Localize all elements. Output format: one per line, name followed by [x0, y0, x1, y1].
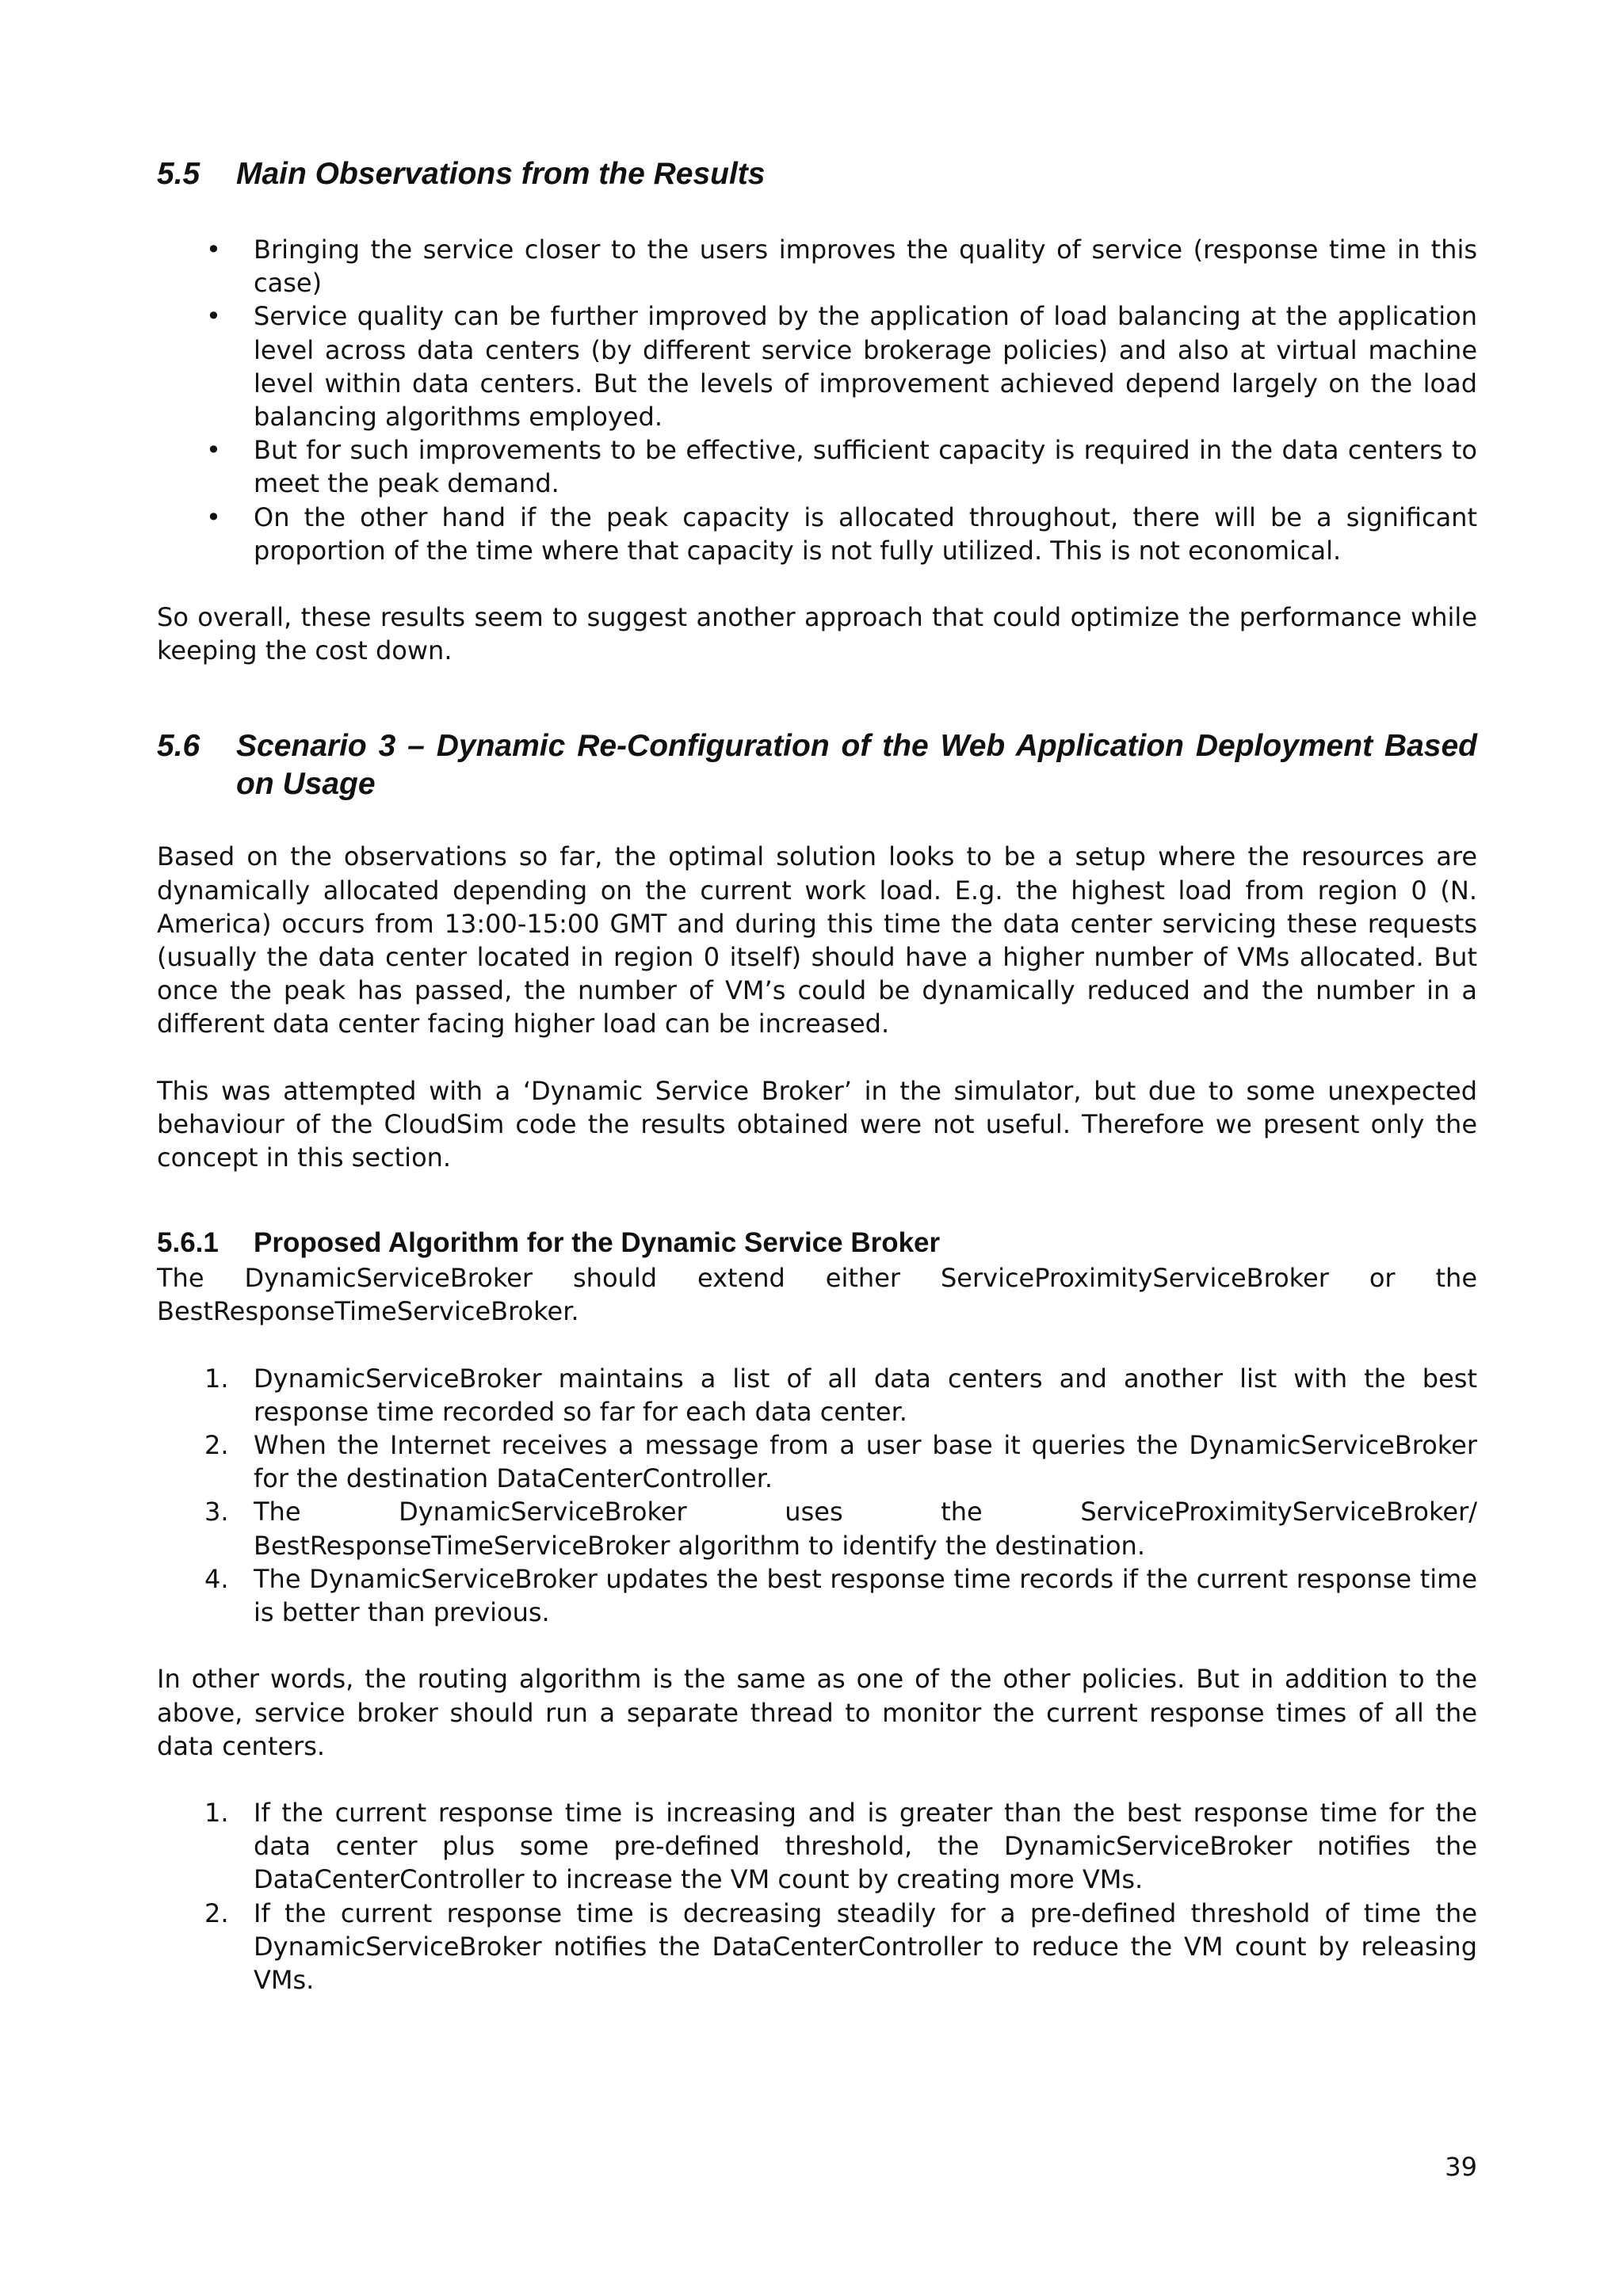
observations-list	[157, 233, 1477, 567]
section-title: Main Observations from the Results	[236, 157, 766, 191]
bullet-icon: •	[206, 235, 221, 265]
list-item: 4. The DynamicServiceBroker updates the best response time records if the current response time is better than previous.	[204, 1563, 1477, 1628]
summary-paragraph: So overall, these results seem to suggest another approach that could optimize the performance while keeping the cost down.	[157, 602, 1477, 666]
section-5-6-1-heading	[157, 1226, 1477, 1260]
list-item: 2. If the current response time is decreasing steadily for a pre-defined threshold of time the DynamicServiceBroker notifies the DataCenterController to reduce the VM count by releasing VMs.	[204, 1897, 1477, 1995]
list-marker: 2.	[204, 1430, 229, 1461]
list-item: 2. When the Internet receives a message from a user base it queries the DynamicServiceBroker for the destination DataCenterController.	[204, 1430, 1477, 1494]
algorithm-steps	[157, 1362, 1477, 1630]
section-number: 5.5	[157, 157, 200, 191]
section-5-5-heading	[157, 155, 1477, 193]
section-title: Scenario 3 – Dynamic Re-Configuration of the Web Application Deployment Based on Usage	[236, 729, 1477, 802]
paragraph: In other words, the routing algorithm is the same as one of the other policies. But in addition to the above, service broker should run a separate thread to monitor the current response times of all the data centers.	[157, 1664, 1477, 1761]
paragraph: Based on the observations so far, the optimal solution looks to be a setup where the resources are dynamically allocated depending on the current work load. E.g. the highest load from region 0 (N. America) occurs from 13:00-15:00 GMT and during this time the data center servicing these requests (usually the data center located in region 0 itself) should have a higher number of VMs allocated. But once the peak has passed, the number of VM’s could be dynamically reduced and the number in a different data center facing higher load can be increased.	[157, 841, 1477, 1039]
list-item: 1. DynamicServiceBroker maintains a list of all data centers and another list with the best response time recorded so far for each data center.	[204, 1363, 1477, 1427]
bullet-icon: •	[206, 435, 221, 466]
list-marker: 1.	[204, 1797, 229, 1828]
bullet-icon: •	[206, 301, 221, 332]
list-item: 3. The DynamicServiceBroker uses the ServiceProximityServiceBroker/ BestResponseTimeServiceBroker algorithm to identify the destination.	[204, 1497, 1477, 1561]
list-marker: 3.	[204, 1497, 229, 1527]
list-marker: 1.	[204, 1363, 229, 1394]
list-marker: 2.	[204, 1897, 229, 1928]
monitor-steps	[157, 1796, 1477, 1997]
list-item: • Service quality can be further improved by the application of load balancing at the application level across data centers (by different service brokerage policies) and also at virtual machine level within data centers. But the levels of improvement achieved depend largely on the load balancing algorithms employed.	[206, 301, 1477, 433]
bullet-icon: •	[206, 502, 221, 532]
document-page	[157, 151, 1477, 1997]
intro-paragraph: The DynamicServiceBroker should extend either ServiceProximityServiceBroker or the BestResponseTimeServiceBroker.	[157, 1263, 1477, 1327]
list-item: 1. If the current response time is increasing and is greater than the best response time for the data center plus some pre-defined threshold, the DynamicServiceBroker notifies the DataCenterController to increase the VM count by creating more VMs.	[204, 1797, 1477, 1895]
section-number: 5.6	[157, 729, 200, 764]
section-title: Proposed Algorithm for the Dynamic Service Broker	[254, 1227, 941, 1259]
section-number: 5.6.1	[157, 1227, 219, 1259]
page-number: 39	[1445, 2152, 1477, 2182]
list-marker: 4.	[204, 1563, 229, 1594]
list-item: • But for such improvements to be effective, sufficient capacity is required in the data centers to meet the peak demand.	[206, 435, 1477, 499]
section-5-6-heading	[157, 727, 1477, 803]
list-item: • On the other hand if the peak capacity is allocated throughout, there will be a significant proportion of the time where that capacity is not fully utilized. This is not economical.	[206, 502, 1477, 566]
paragraph: This was attempted with a ‘Dynamic Service Broker’ in the simulator, but due to some unexpected behaviour of the CloudSim code the results obtained were not useful. Therefore we present only the concept in this section.	[157, 1075, 1477, 1173]
list-item: • Bringing the service closer to the users improves the quality of service (response time in this case)	[206, 235, 1477, 299]
